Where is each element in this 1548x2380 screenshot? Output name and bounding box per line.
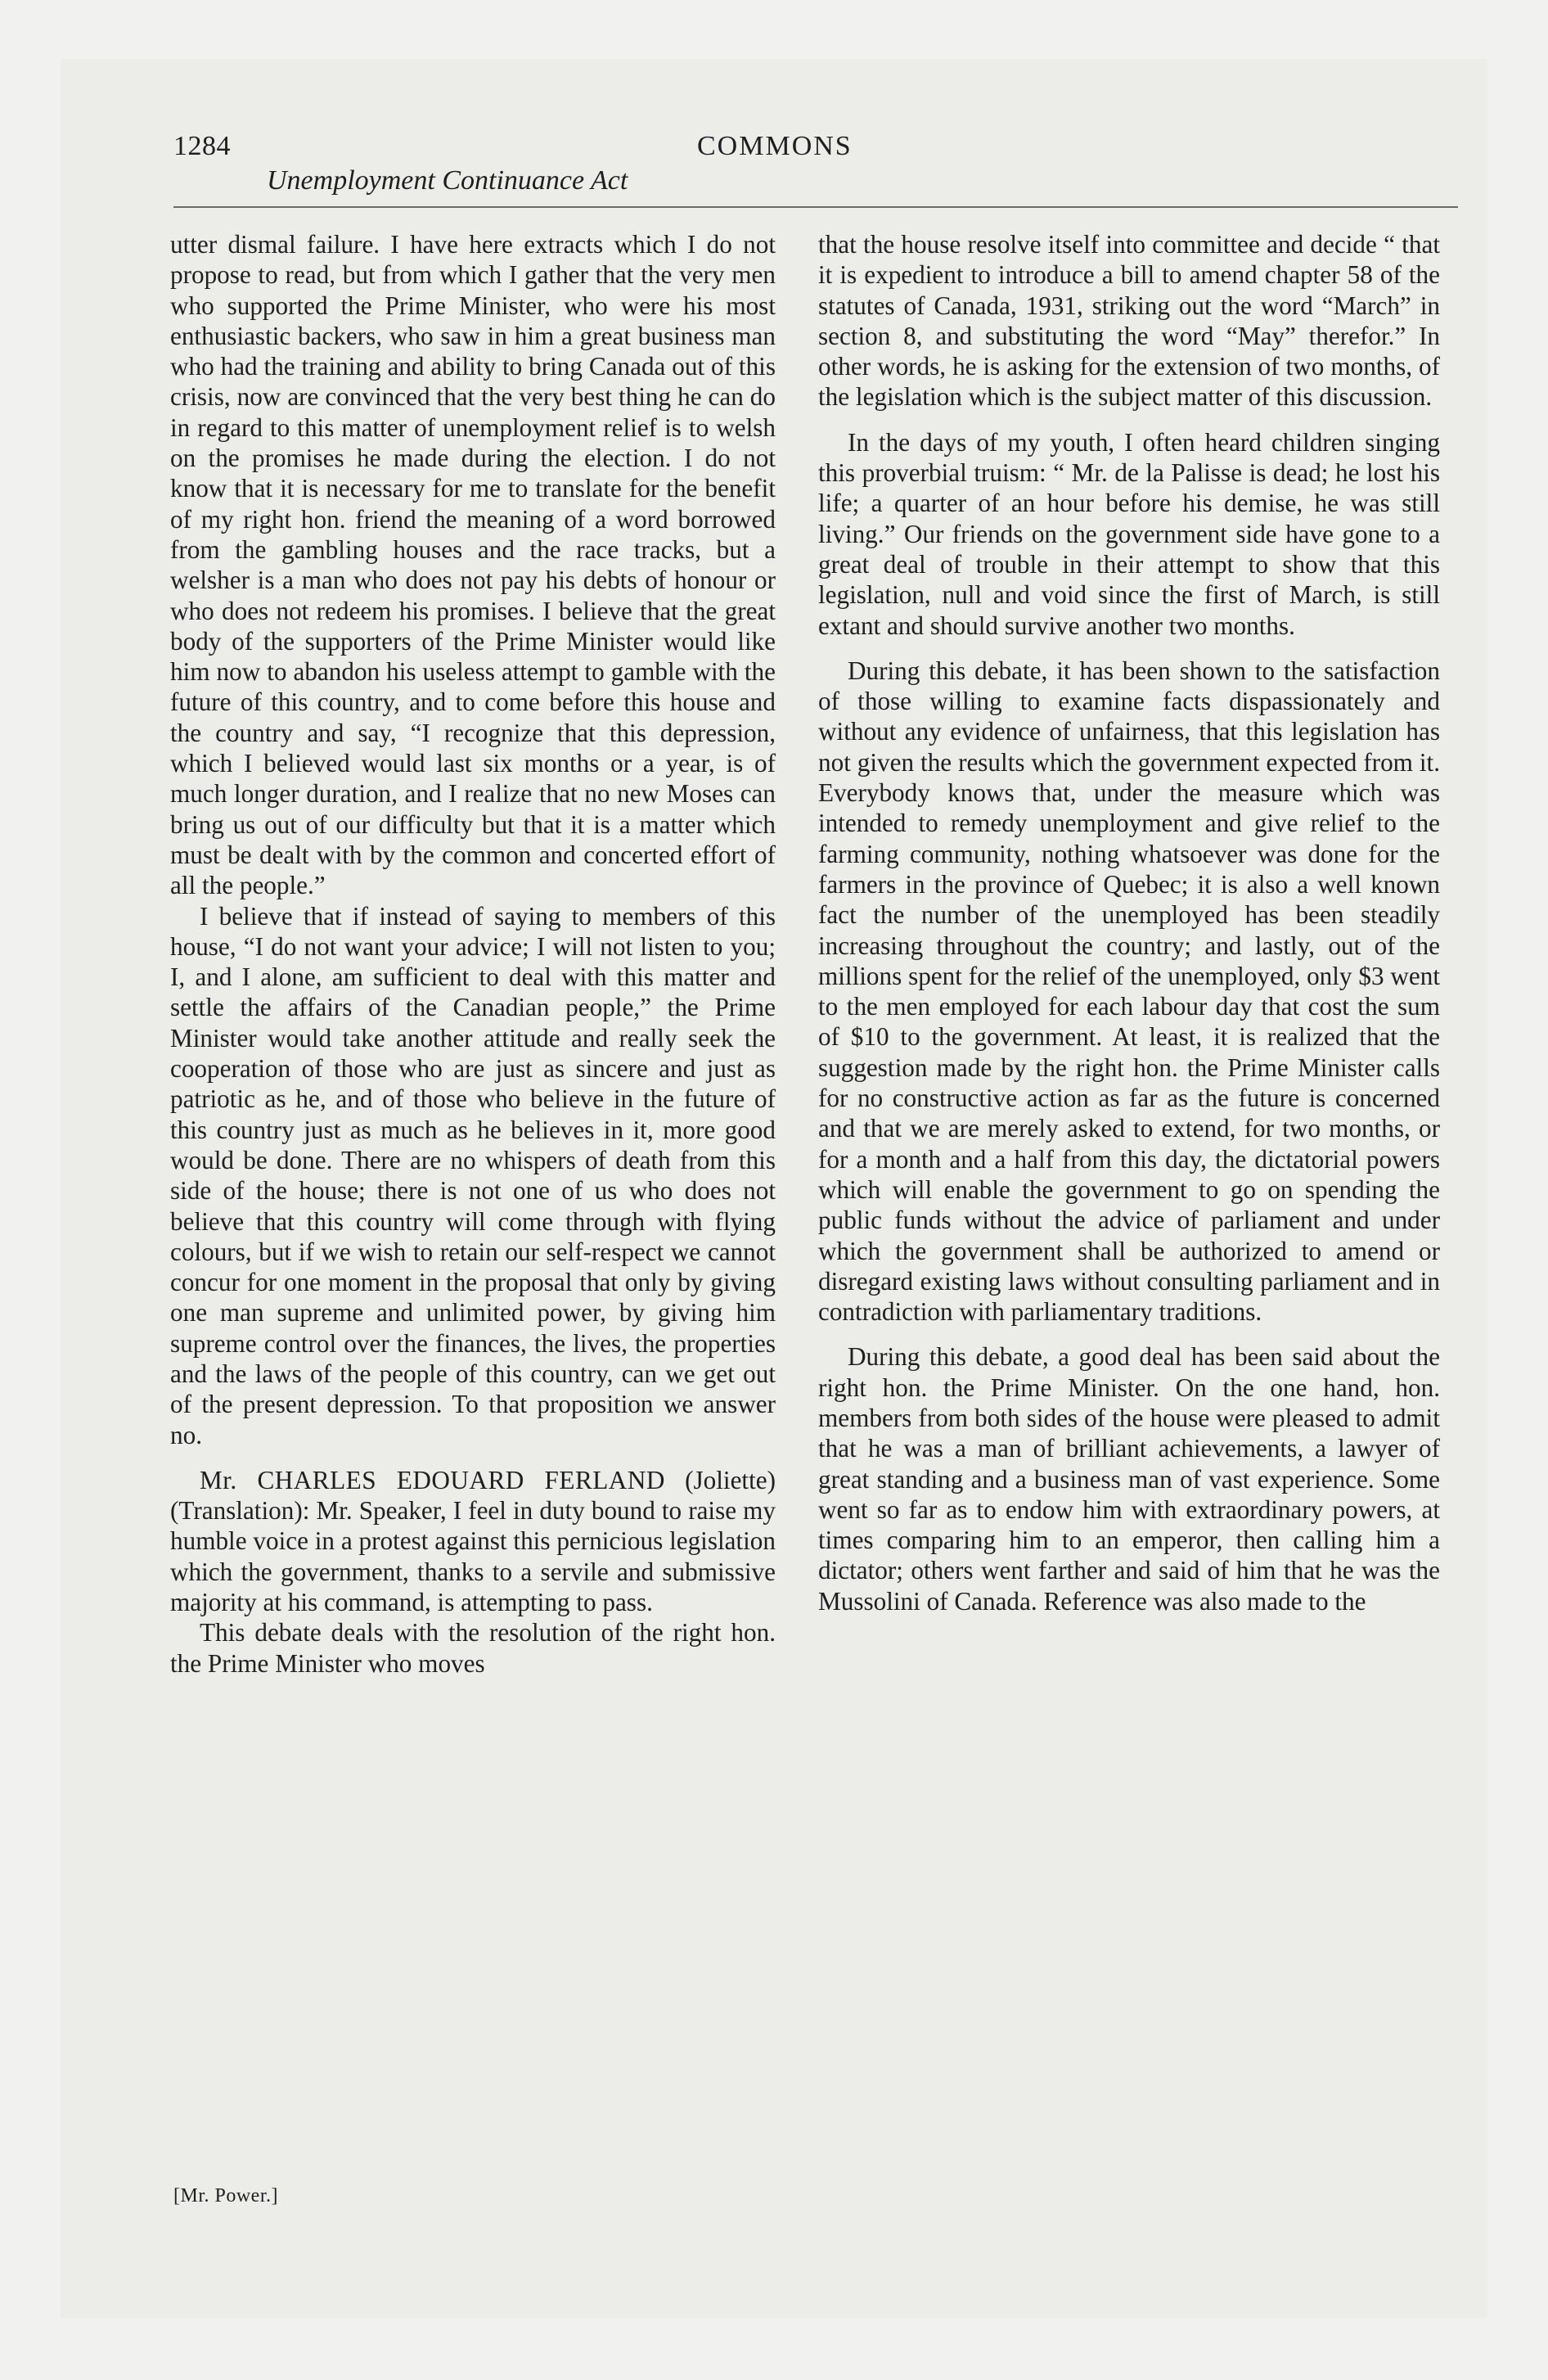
left-paragraph-4: This debate deals with the resolution of the right hon. the Prime Minister who moves: [170, 1618, 776, 1678]
running-title: COMMONS: [697, 131, 853, 161]
left-paragraph-3: [170, 1465, 776, 1617]
left-column: [170, 229, 776, 1679]
page-number: 1284: [173, 131, 231, 161]
speaker-name: Mr. CHARLES EDOUARD FERLAND: [200, 1465, 665, 1494]
right-column: [818, 229, 1440, 1616]
left-paragraph-1: utter dismal failure. I have here extracts which I do not propose to read, but from which I gather that the very men who supported the Prime Minister, who were his most enthusiastic backers, who saw in him a great business man who had the training and ability to bring Canada out of this crisis, now are convinced that the very best thing he can do in regard to this matter of unemployment relief is to welsh on the promises he made during the election. I do not know that it is necessary for me to translate for the benefit of my right hon. friend the meaning of a word borrowed from the gambling houses and the race tracks, but a welsher is a man who does not pay his debts of honour or who does not redeem his promises. I believe that the great body of the supporters of the Prime Minister would like him now to abandon his useless attempt to gamble with the future of this country, and to come before this house and the country and say, “I recognize that this depression, which I believed would last six months or a year, is of much longer duration, and I realize that no new Moses can bring us out of our difficulty but that it is a matter which must be dealt with by the common and concerted effort of all the people.”: [170, 230, 776, 900]
section-title: Unemployment Continuance Act: [267, 165, 628, 196]
right-paragraph-3: During this debate, it has been shown to the satisfaction of those willing to examine facts dispassionately and without any evidence of unfairness, that this legislation has not given the results which the government expected from it. Everybody knows that, under the measure which was intended to remedy unemployment and give relief to the farming community, nothing whatsoever was done for the farmers in the province of Quebec; it is also a well known fact the number of the unemployed has been steadily increasing throughout the country; and lastly, out of the millions spent for the relief of the unemployed, only $3 went to the men employed for each labour day that cost the sum of $10 to the government. At least, it is realized that the suggestion made by the right hon. the Prime Minister calls for no constructive action as far as the future is concerned and that we are merely asked to extend, for two months, or for a month and a half from this day, the dictatorial powers which will enable the government to go on spending the public funds without the advice of parliament and under which the government shall be authorized to amend or disregard existing laws without consulting parliament and in contradiction with parliamentary traditions.: [818, 656, 1440, 1327]
header-rule: [173, 206, 1458, 208]
left-paragraph-2: I believe that if instead of saying to members of this house, “I do not want your advice; I will not listen to you; I, and I alone, am sufficient to deal with this matter and settle the affairs of the Canadian people,” the Prime Minister would take another attitude and really seek the cooperation of those who are just as sincere and just as patriotic as he, and of those who believe in the future of this country just as much as he believes in it, more good would be done. There are no whispers of death from this side of the house; there is not one of us who does not believe that this country will come through with flying colours, but if we wish to retain our self-respect we cannot concur for one moment in the proposal that only by giving one man supreme and unlimited power, by giving him supreme control over the finances, the lives, the properties and the laws of the people of this country, can we get out of the present depression. To that proposition we answer no.: [170, 901, 776, 1449]
footer-note: [Mr. Power.]: [173, 2185, 278, 2206]
right-paragraph-4: During this debate, a good deal has been said about the right hon. the Prime Minister. On the one hand, hon. members from both sides of the house were pleased to admit that he was a man of brilliant achievements, a lawyer of great standing and a business man of vast experience. Some went so far as to endow him with extraordinary powers, at times comparing him to an emperor, then calling him a dictator; others went farther and said of him that he was the Mussolini of Canada. Reference was also made to the: [818, 1342, 1440, 1616]
right-paragraph-1: that the house resolve itself into committee and decide “ that it is expedient to introduce a bill to amend chapter 58 of the statutes of Canada, 1931, striking out the word “March” in section 8, and substituting the word “May” therefor.” In other words, he is asking for the extension of two months, of the legislation which is the subject matter of this discussion.: [818, 230, 1440, 412]
page-header: [173, 131, 1450, 213]
left-paragraph-3-text: (Joliette) (Translation): Mr. Speaker, I feel in duty bound to raise my humble voice in a protest against this pernicious legislation which the government, thanks to a servile and submissive majority at his command, is attempting to pass.: [170, 1465, 776, 1617]
right-paragraph-2: In the days of my youth, I often heard children singing this proverbial truism: “ Mr. de la Palisse is dead; he lost his life; a quarter of an hour before his demise, he was still living.” Our friends on the government side have gone to a great deal of trouble in their attempt to show that this legislation, null and void since the first of March, is still extant and should survive another two months.: [818, 427, 1440, 640]
